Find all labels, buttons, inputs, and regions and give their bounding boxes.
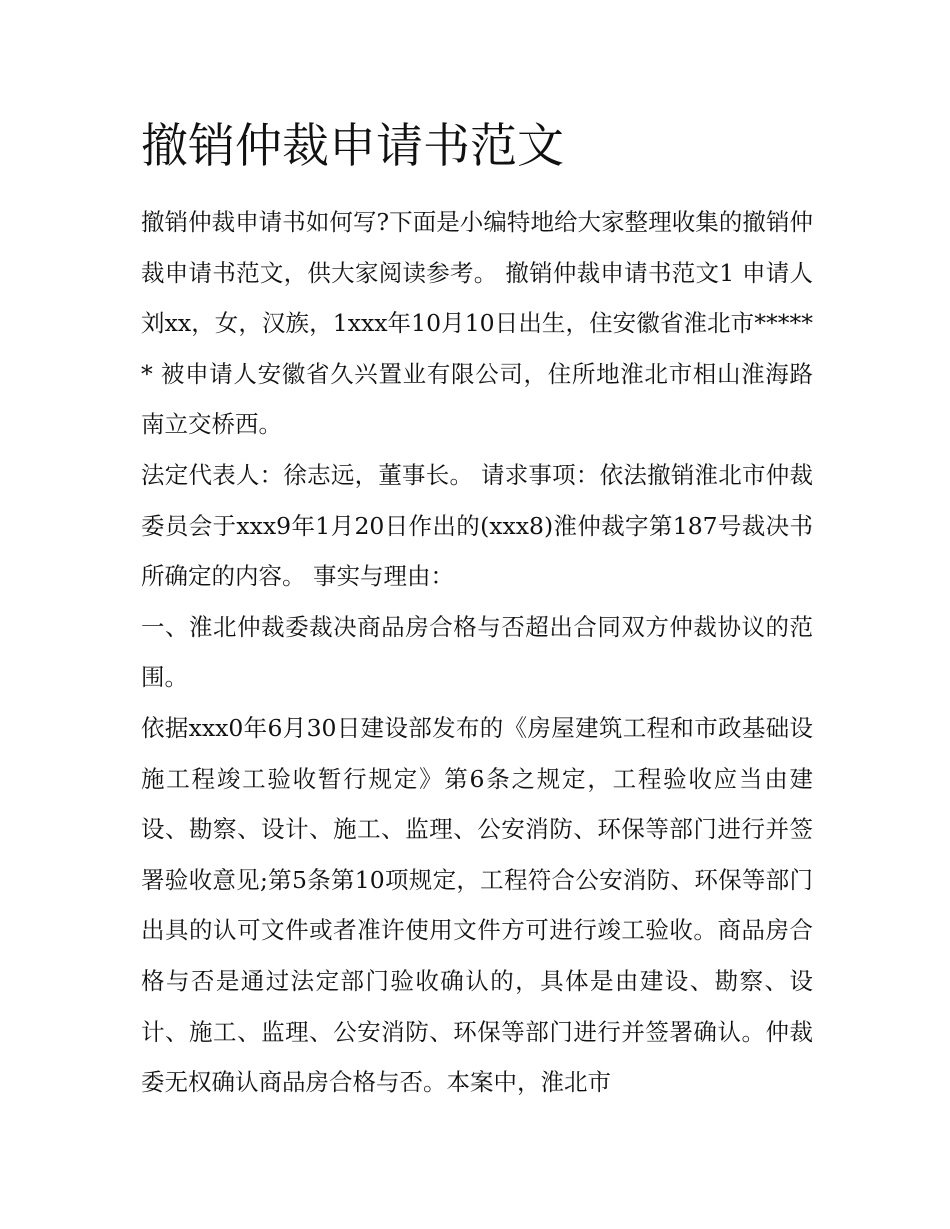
document-title: 撤销仲裁申请书范文: [141, 119, 564, 174]
paragraph-legal-representative: 法定代表人：徐志远，董事长。 请求事项：依法撤销淮北市仲裁委员会于xxx9年1月20日作出的(xxx8)淮仲裁字第187号裁决书所确定的内容。 事实与理由：: [141, 460, 813, 591]
paragraph-regulation-basis: 依据xxx0年6月30日建设部发布的《房屋建筑工程和市政基础设施工程竣工验收暂行规定》第6条之规定，工程验收应当由建设、勘察、设计、施工、监理、公安消防、环保等部门进行并签署验收意见;第5条第10项规定，工程符合公安消防、环保等部门出具的认可文件或者准许使用文件方可进行竣工验收。商品房合格与否是通过法定部门验收确认的，具体是由建设、勘察、设计、施工、监理、公安消防、环保等部门进行并签署确认。仲裁委无权确认商品房合格与否。本案中，淮北市: [141, 713, 813, 1097]
paragraph-point-one: 一、淮北仲裁委裁决商品房合格与否超出合同双方仲裁协议的范围。: [141, 612, 813, 692]
document-body: [141, 197, 813, 1108]
paragraph-applicant-info: 撤销仲裁申请书如何写?下面是小编特地给大家整理收集的撤销仲裁申请书范文，供大家阅读参考。 撤销仲裁申请书范文1 申请人刘xx，女，汉族，1xxx年10月10日出生，住安徽省淮北市****** 被申请人安徽省久兴置业有限公司，住所地淮北市相山淮海路南立交桥西。: [141, 208, 813, 439]
